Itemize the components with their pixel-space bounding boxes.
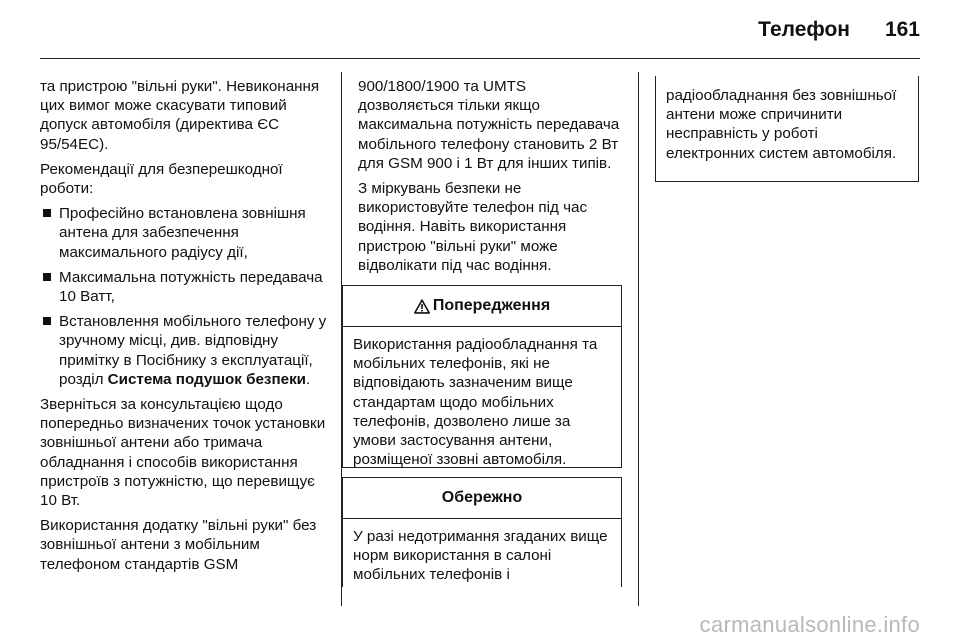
header-divider [40,58,920,59]
warning-triangle-icon [414,299,430,314]
caution-text: У разі недотримання згаданих вище норм використання в салоні мобільних телефонів і [353,528,608,584]
caution-box-header [343,478,621,519]
list-item: Максимальна потужність передавача 10 Ватт, [40,268,332,306]
caution-box-continued [655,76,919,182]
paragraph-recommendations: Рекомендації для безперешкодної роботи: [40,160,283,198]
page-header [0,0,960,60]
paragraph-consultation: Зверніться за консультацією щодо попередньо визначених точок установки зовнішньої антени або тримача обладнання і способів використання пристроїв з потужністю, що перевищує 10 Вт. [40,396,326,510]
column-2 [358,77,623,281]
list-item-text: Встановлення мобільного телефону у зручному місці, див. відповідну примітку в Посібнику з експлуатації, розділ [59,313,327,388]
warning-box [342,285,622,468]
section-title: Телефон [758,18,850,41]
caution-box [342,477,622,587]
paragraph-handsfree: Використання додатку "вільні руки" без зовнішньої антени з мобільним телефоном стандартів GSM [40,517,317,573]
paragraph-standards: 900/1800/1900 та UMTS дозволяється тільки якщо максимальна потужність передавача мобільного телефону становить 2 Вт для GSM 900 і 1 Вт для інших типів. [358,78,620,172]
list-item [40,312,332,389]
caution-continued-text: радіообладнання без зовнішньої антени може спричинити несправність у роботі електронних систем автомобіля. [666,87,897,162]
paragraph-safety: З міркувань безпеки не використовуйте телефон під час водіння. Навіть використання пристрою "вільні руки" може відволікати під час водіння. [358,180,588,274]
airbag-section-link: Система подушок безпеки [107,370,307,388]
caution-title: Обережно [441,489,523,507]
warning-title: Попередження [432,297,551,315]
column-1 [40,77,332,580]
warning-text: Використання радіообладнання та мобільних телефонів, які не відповідають зазначеним вище стандартам щодо мобільних телефонів, дозволено лише за умови застосування антени, розміщеної ззовні автомобіля. [353,336,598,469]
page-number: 161 [884,18,920,41]
paragraph-intro: та пристрою "вільні руки". Невиконання цих вимог може скасувати типовий допуск автомобіля (директива ЄС 95/54EC). [40,78,320,153]
recommendation-list [40,204,332,389]
list-item: Професійно встановлена зовнішня антена для забезпечення максимального радіусу дії, [40,204,332,262]
column-divider-2 [638,72,639,606]
warning-box-header [343,286,621,327]
list-item-end: . [306,370,311,388]
watermark-text: carmanualsonline.info [699,612,920,637]
